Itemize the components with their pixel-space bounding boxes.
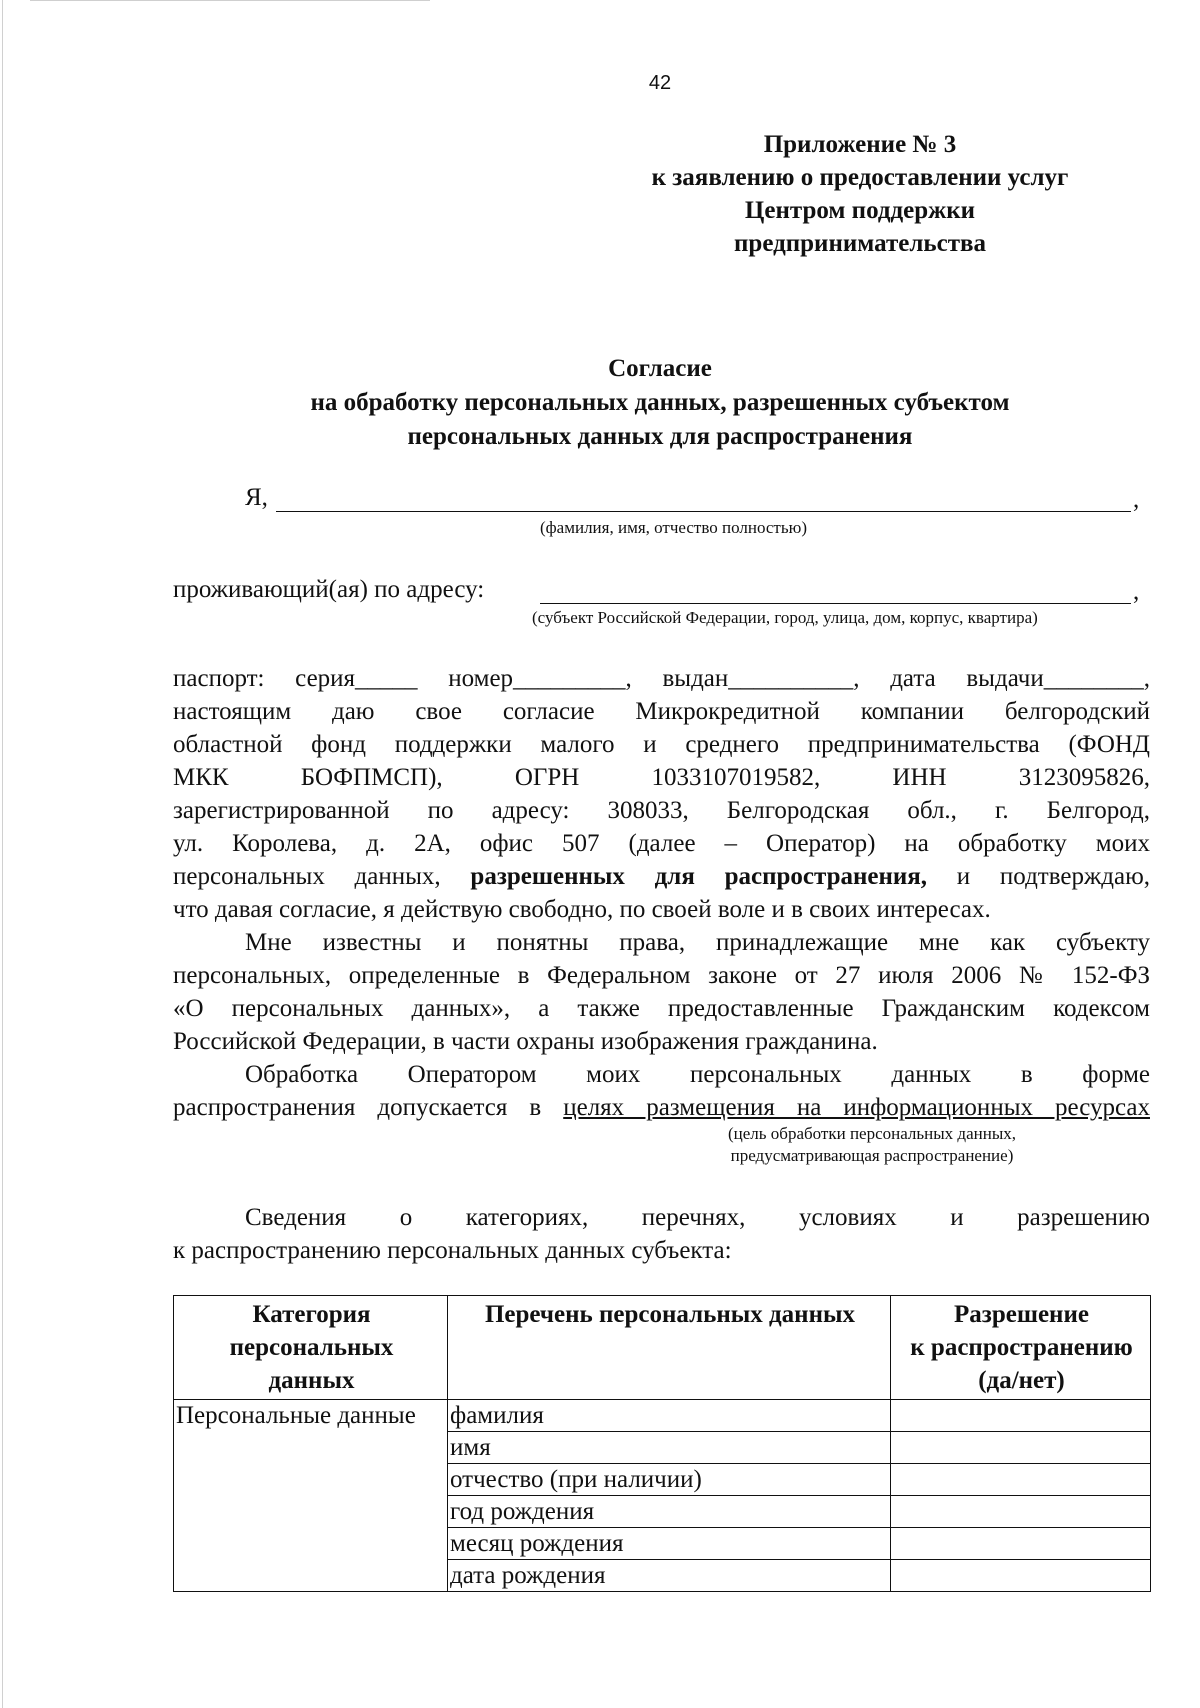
permission-cell[interactable] [891,1528,1151,1560]
paragraph-line: к распространению персональных данных субъекта: [173,1237,732,1264]
passport-line: паспорт: серия_____ номер_________, выдан__________, дата выдачи________, [173,665,1150,692]
item-cell: месяц рождения [448,1528,891,1560]
page-number: 42 [648,72,672,94]
paragraph-line: Обработка Оператором моих персональных данных в форме [245,1061,1150,1088]
item-cell: имя [448,1432,891,1464]
permission-cell[interactable] [891,1400,1151,1432]
appendix-line: предпринимательства [734,230,986,257]
appendix-line: Приложение № 3 [763,131,957,158]
permission-cell[interactable] [891,1560,1151,1592]
paragraph-line [173,863,1150,895]
header-category [174,1296,448,1400]
header-text: персональных [229,1334,394,1361]
title-line: на обработку персональных данных, разрешенных субъектом [310,389,1010,416]
item-cell: дата рождения [448,1560,891,1592]
header-text: Категория [252,1301,371,1328]
appendix-line: к заявлению о предоставлении услуг [651,164,1069,191]
name-field-line[interactable] [276,486,1131,512]
title-line: Согласие [608,355,712,382]
header-text: данных [268,1367,355,1394]
item-cell: фамилия [448,1400,891,1432]
header-text: Перечень персональных данных [484,1301,855,1328]
bold-text: разрешенных для распространения, [470,863,928,890]
paragraph-line: «О персональных данных», а также предоставленные Гражданским кодексом [173,995,1150,1022]
permission-cell[interactable] [891,1432,1151,1464]
paragraph-line: Сведения о категориях, перечнях, условиях и разрешению [245,1204,1150,1231]
paragraph-line: персональных, определенные в Федеральном законе от 27 июля 2006 № 152-ФЗ [173,962,1150,989]
underlined-purpose: целях размещения на информационных ресурсах [563,1094,1150,1121]
name-suffix: , [1133,486,1140,513]
category-cell: Персональные данные [174,1400,448,1592]
paragraph-line [173,1094,1150,1126]
title-line: персональных данных для распространения [407,423,913,450]
address-label: проживающий(ая) по адресу: [173,576,485,603]
permission-cell[interactable] [891,1496,1151,1528]
text-span: и подтверждаю, [927,863,1150,890]
paragraph-line: настоящим даю свое согласие Микрокредитной компании белгородский [173,698,1150,725]
text-span: персональных данных, [173,863,471,890]
paragraph-line: МКК БОФПМСП), ОГРН 1033107019582, ИНН 3123095826, [173,764,1150,791]
paragraph-line: областной фонд поддержки малого и среднего предпринимательства (ФОНД [173,731,1150,758]
permission-cell[interactable] [891,1464,1151,1496]
header-permission [891,1296,1151,1400]
header-text: (да/нет) [978,1367,1065,1394]
page-edge [2,0,3,1708]
table-header-row [174,1296,1151,1400]
personal-data-table [173,1295,1151,1592]
page-edge-top [30,0,430,1]
header-text: Разрешение [954,1301,1089,1328]
paragraph-line: ул. Королева, д. 2А, офис 507 (далее – Оператор) на обработку моих [173,830,1150,857]
item-cell: год рождения [448,1496,891,1528]
appendix-header [620,128,1100,260]
header-text: к распространению [910,1334,1133,1361]
table-row [174,1400,1151,1432]
text-span: распространения допускается в [173,1094,564,1121]
name-caption: (фамилия, имя, отчество полностью) [540,518,807,537]
document-title [170,352,1150,454]
paragraph-line: Российской Федерации, в части охраны изображения гражданина. [173,1028,878,1055]
address-suffix: , [1133,578,1140,605]
name-prefix: Я, [245,484,268,511]
item-cell: отчество (при наличии) [448,1464,891,1496]
paragraph-line: что давая согласие, я действую свободно, по своей воле и в своих интересах. [173,896,991,923]
purpose-caption: предусматривающая распространение) [730,1146,1014,1165]
purpose-caption: (цель обработки персональных данных, [728,1124,1016,1143]
address-caption: (субъект Российской Федерации, город, улица, дом, корпус, квартира) [532,608,1038,627]
paragraph-line: Мне известны и понятны права, принадлежащие мне как субъекту [245,929,1150,956]
paragraph-line: зарегистрированной по адресу: 308033, Белгородская обл., г. Белгород, [173,797,1150,824]
header-list [448,1296,891,1400]
address-field-line[interactable] [540,578,1131,604]
appendix-line: Центром поддержки [744,197,976,224]
